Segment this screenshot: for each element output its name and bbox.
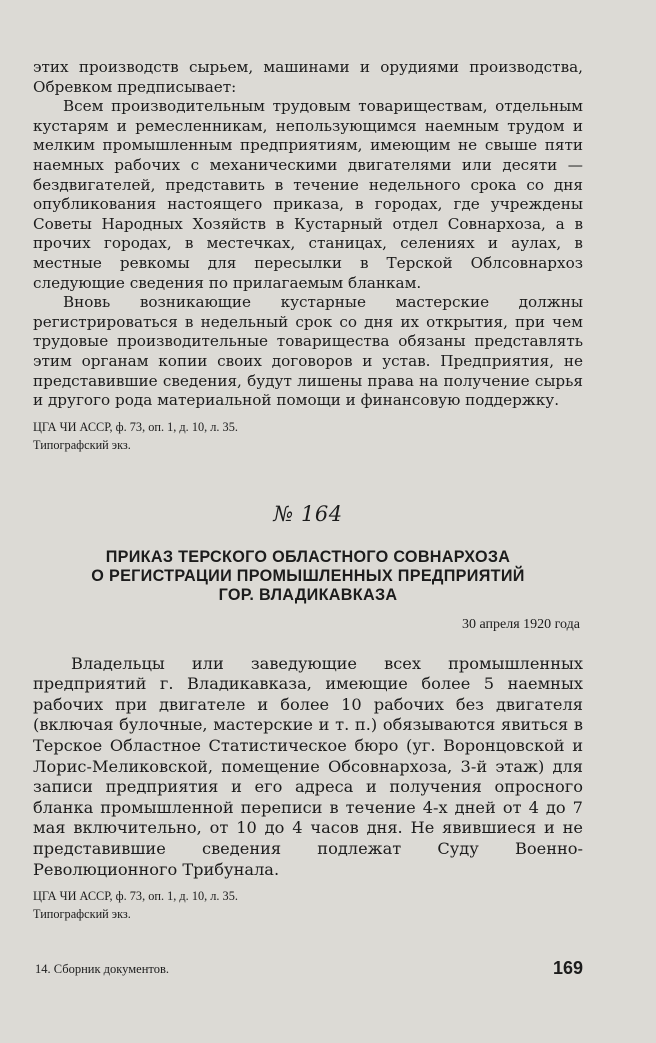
paragraph-continuation: этих производств сырьем, машинами и орудиями производства, Обревком предписывает: (33, 58, 583, 96)
document-body: Владельцы или заведующие всех промышленных предприятий г. Владикавказа, имеющие более 5 наемных рабочих при двигателе и более 10 рабочих без двигателя (включая булочные, мастерские и т. п.) обязываются явиться в Терское Областное Статистическое бюро (уг. Воронцовской и Лорис-Меликовской, помещение Обсовнархоза, 3-й этаж) для записи предприятия и его адреса и получения опросного бланка промышленной переписи в течение 4-х дней от 4 до 7 мая включительно, от 10 до 4 часов дня. Не явившиеся и не представившие сведения подлежат Суду Военно-Революционного Трибунала. (33, 653, 583, 879)
paragraph-order-text: Всем производительным трудовым товариществам, отдельным кустарям и ремесленникам, непользующимся наемным трудом и мелким промышленным предприятиям, имеющим не свыше пяти наемных рабочих с механическими двигателями или десяти — бездвигателей, представить в течение недельного срока со дня опубликования настоящего приказа, в городах, где учреждены Советы Народных Хозяйств в Кустарный отдел Совнархоза, а в прочих городах, в местечках, станицах, селениях и аулах, в местные ревкомы для пересылки в Терской Облсовнархоз следующие сведения по прилагаемым бланкам. (33, 97, 583, 292)
document-title-line-1: ПРИКАЗ ТЕРСКОГО ОБЛАСТНОГО СОВНАРХОЗА (105, 547, 511, 566)
archive-source: ЦГА ЧИ АССР, ф. 73, оп. 1, д. 10, л. 35. (33, 419, 238, 434)
document-title-line-2: О РЕГИСТРАЦИИ ПРОМЫШЛЕННЫХ ПРЕДПРИЯТИЙ (91, 566, 525, 585)
copy-type: Типографский экз. (33, 437, 131, 452)
document-number: № 164 (273, 501, 343, 526)
page-content (33, 58, 583, 923)
page-number: 169 (552, 958, 583, 978)
document-title-line-3: ГОР. ВЛАДИКАВКАЗА (218, 585, 398, 604)
signature-mark: 14. Сборник документов. (35, 962, 169, 976)
document-copy-type: Типографский экз. (33, 907, 131, 922)
document-archive-source: ЦГА ЧИ АССР, ф. 73, оп. 1, д. 10, л. 35. (33, 889, 238, 904)
document-date: 30 апреля 1920 года (462, 616, 580, 632)
paragraph-new-workshops: Вновь возникающие кустарные мастерские должны регистрироваться в недельный срок со дня их открытия, при чем трудовые производительные товарищества обязаны представлять этим органам копии своих договоров и устав. Предприятия, не представившие сведения, будут лишены права на получение сырья и другого рода материальной помощи и финансовую поддержку. (33, 293, 583, 410)
